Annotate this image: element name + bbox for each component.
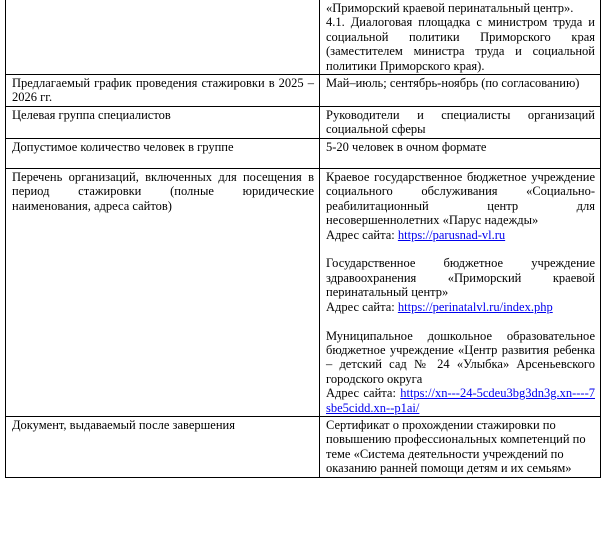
- table-row: [6, 0, 601, 75]
- row-value-cell: [320, 0, 601, 75]
- row-value-cell: [320, 169, 601, 417]
- row-label-cell: Целевая группа специалистов: [6, 106, 320, 138]
- organization-name: Государственное бюджетное учреждение здравоохранения «Приморский краевой перинатальный центр»: [326, 256, 595, 300]
- website-link[interactable]: https://perinatalvl.ru/index.php: [397, 299, 553, 314]
- organization-name: Муниципальное дошкольное образовательное бюджетное учреждение «Центр развития ребенка – детский сад № 24 «Улыбка» Арсеньевского городского округа: [326, 328, 595, 386]
- table-row: [6, 138, 601, 168]
- cell-paragraph: 4.1. Диалоговая площадка с министром труда и социальной политики Приморского края (заместителем министра труда и социальной политики Приморского края).: [326, 15, 595, 73]
- organization-name: Краевое государственное бюджетное учреждение социального обслуживания «Социально-реабилитационный центр для несовершеннолетних «Парус надежды»: [326, 170, 595, 228]
- table-row: [6, 75, 601, 107]
- website-link[interactable]: https://xn---24-5cdeu3bg3dn3g.xn----7sbe5cidd.xn--p1ai/: [326, 386, 595, 415]
- organization-site: [326, 386, 595, 415]
- row-value-cell: Май–июль; сентябрь-ноябрь (по согласованию): [320, 75, 601, 107]
- row-label-cell: [6, 0, 320, 75]
- site-label: Адрес сайта:: [326, 386, 401, 401]
- paragraph-gap: [326, 242, 595, 256]
- row-label-cell: Перечень организаций, включенных для посещения в период стажировки (полные юридические наименования, адреса сайтов): [6, 169, 320, 417]
- row-label-cell: Предлагаемый график проведения стажировки в 2025 – 2026 гг.: [6, 75, 320, 107]
- cell-paragraph: «Приморский краевой перинатальный центр».: [326, 1, 574, 15]
- organization-site: [326, 228, 595, 242]
- row-value-cell: 5-20 человек в очном формате: [320, 138, 601, 168]
- row-value-cell: Руководители и специалисты организаций социальной сферы: [320, 106, 601, 138]
- website-link[interactable]: https://parusnad-vl.ru: [397, 227, 506, 242]
- table-row: [6, 169, 601, 417]
- internship-table: [5, 0, 601, 478]
- table-row: [6, 416, 601, 477]
- site-label: Адрес сайта:: [326, 227, 398, 242]
- site-label: Адрес сайта:: [326, 299, 398, 314]
- row-label-cell: Документ, выдаваемый после завершения: [6, 416, 320, 477]
- row-value-cell: Сертификат о прохождении стажировки по повышению профессиональных компетенций по теме «Система деятельности учреждений по оказанию ранней помощи детям и их семьям»: [320, 416, 601, 477]
- row-label-cell: Допустимое количество человек в группе: [6, 138, 320, 168]
- organization-site: [326, 300, 595, 314]
- table-row: [6, 106, 601, 138]
- paragraph-gap: [326, 314, 595, 328]
